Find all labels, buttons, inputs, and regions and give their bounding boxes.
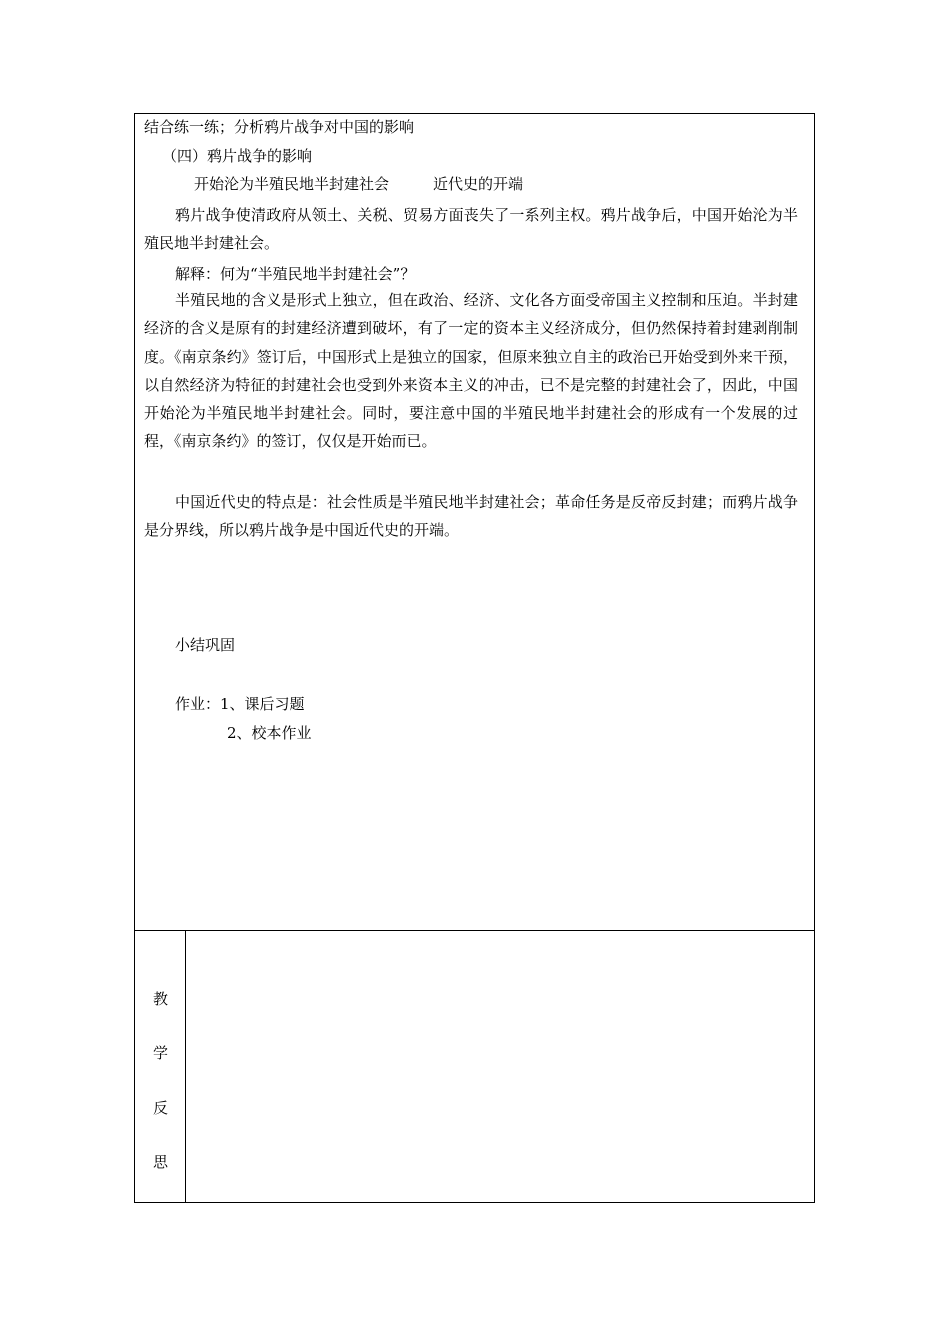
section-heading: （四）鸦片战争的影响 [162,147,313,165]
reflection-content-cell [186,931,814,1202]
lesson-content-cell [135,114,814,931]
keypoint-left: 开始沦为半殖民地半封建社会 [194,175,390,193]
reflection-label-char: 学 [152,1044,168,1062]
reflection-label-cell [135,931,186,1202]
reflection-label-char: 反 [152,1099,168,1117]
reflection-label-char: 教 [152,990,168,1008]
keypoint-right: 近代史的开端 [433,175,524,193]
explain-question: 解释：何为“半殖民地半封建社会”？ [175,265,416,283]
homework-item-2: 2、校本作业 [227,724,312,742]
exercise-line: 结合练一练；分析鸦片战争对中国的影响 [144,118,415,136]
lesson-plan-table [134,113,815,1203]
features-paragraph: 中国近代史的特点是：社会性质是半殖民地半封建社会；革命任务是反帝反封建；而鸦片战争是分界线，所以鸦片战争是中国近代史的开端。 [144,493,798,540]
summary-label: 小结巩固 [175,636,236,654]
reflection-label-char: 思 [152,1153,168,1171]
homework-item-1: 作业：1、课后习题 [175,695,305,713]
definition-paragraph: 半殖民地的含义是形式上独立，但在政治、经济、文化各方面受帝国主义控制和压迫。半封建经济的含义是原有的封建经济遭到破坏，有了一定的资本主义经济成分，但仍然保持着封建剥削制度。《南京条约》签订后，中国形式上是独立的国家，但原来独立自主的政治已开始受到外来干预，以自然经济为特征的封建社会也受到外来资本主义的冲击，已不是完整的封建社会了，因此，中国开始沦为半殖民地半封建社会。同时，要注意中国的半殖民地半封建社会的形成有一个发展的过程，《南京条约》的签订，仅仅是开始而已。 [144,291,798,451]
influence-paragraph: 鸦片战争使清政府从领土、关税、贸易方面丧失了一系列主权。鸦片战争后，中国开始沦为半殖民地半封建社会。 [144,206,798,253]
